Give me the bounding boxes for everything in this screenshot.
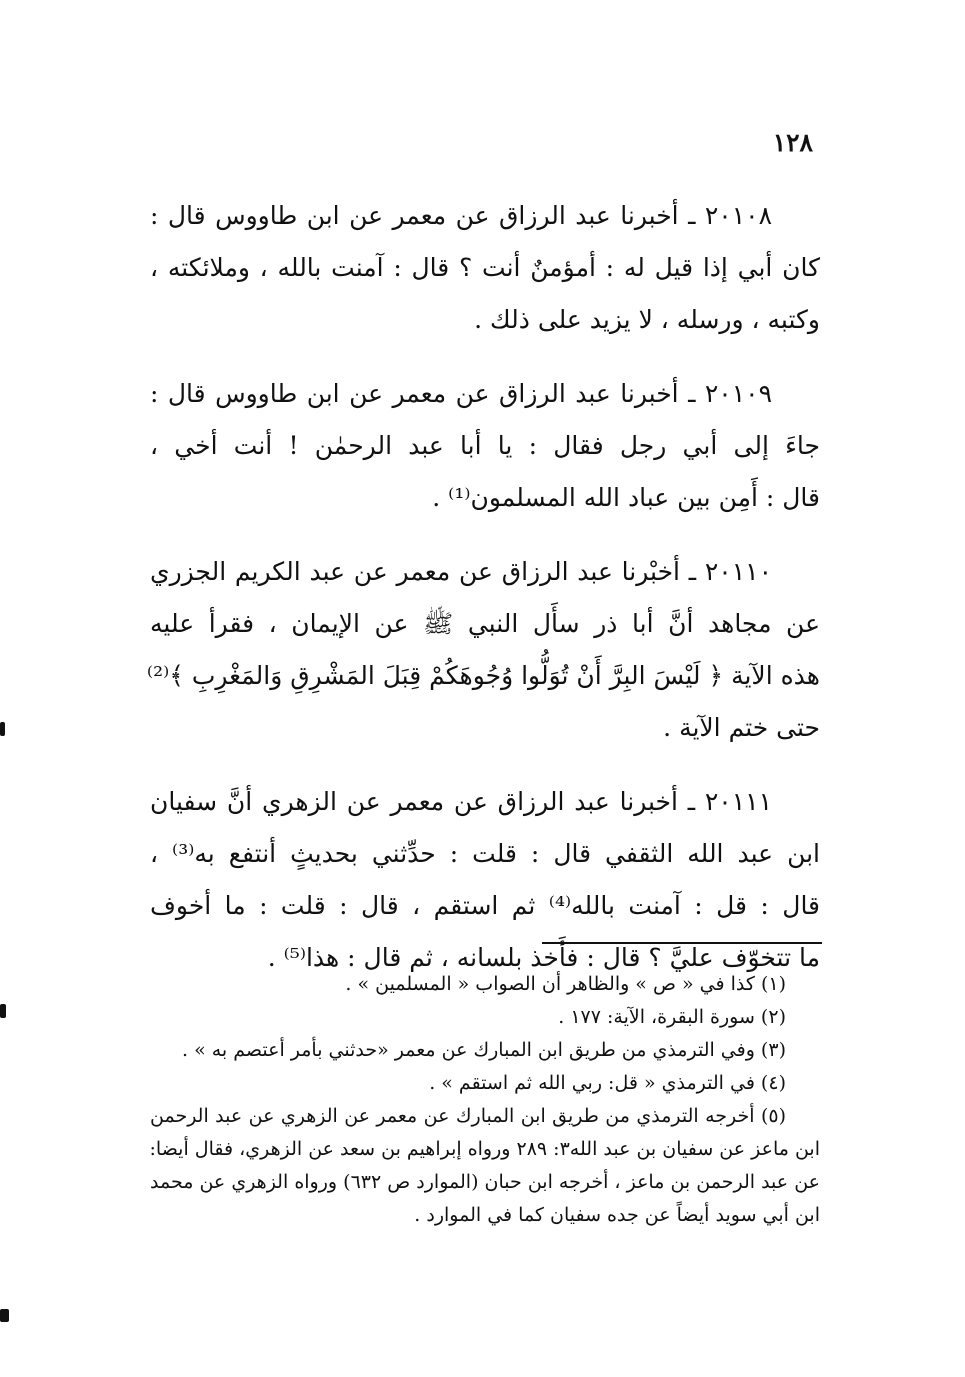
hadith-line: هذه الآية ﴿ لَيْسَ البِرَّ أَنْ تُوَلُّوا وُجُوهَكُمْ قِبَلَ المَشْرِقِ وَالمَغْرِبِ ﴾⁽²⁾ (146, 661, 820, 690)
hadith-20108 (150, 190, 820, 346)
hadith-line: قال : أَمِن بين عباد الله المسلمون⁽¹⁾ . (432, 483, 820, 512)
main-text (146, 190, 821, 1006)
footnote-1: (١) كذا في « ص » والظاهر أن الصواب « المسلمين » . (345, 973, 786, 995)
hadith-line: حتى ختم الآية . (663, 713, 820, 742)
footnote-2: (٢) سورة البقرة، الآية: ١٧٧ . (558, 1006, 786, 1028)
hadith-line: جاءَ إلى أبي رجل فقال : يا أبا عبد الرحمٰن ! أنت أخي ، (150, 431, 820, 460)
hadith-line: ابن عبد الله الثقفي قال : قلت : حدِّثني بحديثٍ أنتفع به⁽³⁾ ، (150, 839, 821, 868)
hadith-20111 (150, 776, 820, 984)
footnote-divider (542, 942, 822, 944)
footnotes (150, 968, 820, 1232)
footnote-4: (٤) في الترمذي « قل: ربي الله ثم استقم » . (429, 1072, 786, 1094)
footnote-5-continuation: ابن أبي سويد أيضاً عن جده سفيان كما في الموارد . (414, 1204, 820, 1226)
footnote-3: (٣) وفي الترمذي من طريق ابن المبارك عن معمر «حدثني بأمر أعتصم به » . (182, 1039, 786, 1061)
hadith-line: قال : قل : آمنت بالله⁽⁴⁾ ثم استقم ، قال : قلت : ما أخوف (150, 891, 821, 920)
footnote-5-continuation: عن عبد الرحمن بن ماعز ، أخرجه ابن حبان (الموارد ص ٦٣٢) ورواه الزهري عن محمد (150, 1171, 820, 1193)
hadith-line: ٢٠١٠٩ ـ أخبرنا عبد الرزاق عن معمر عن ابن طاووس قال : (150, 379, 772, 408)
hadith-20109 (150, 368, 820, 524)
hadith-line: كان أبي إذا قيل له : أمؤمنٌ أنت ؟ قال : آمنت بالله ، وملائكته ، (150, 253, 820, 282)
hadith-line: عن مجاهد أنَّ أبا ذر سأَل النبي ﷺ عن الإيمان ، فقرأ عليه (150, 609, 820, 638)
hadith-line: ٢٠١١٠ ـ أخبْرنا عبد الرزاق عن معمر عن عبد الكريم الجزري (150, 557, 772, 586)
hadith-line: ما تتخوّف عليَّ ؟ قال : فأَخذ بلسانه ، ثم قال : هذا⁽⁵⁾ . (267, 943, 820, 972)
page-number: ١٢٨ (772, 128, 813, 157)
hadith-line: ٢٠١٠٨ ـ أخبرنا عبد الرزاق عن معمر عن ابن طاووس قال : (150, 201, 772, 230)
hadith-line: وكتبه ، ورسله ، لا يزيد على ذلك . (474, 305, 820, 334)
hadith-20110 (146, 546, 820, 754)
scan-artifact-mark (0, 722, 5, 736)
footnote-5: (٥) أخرجه الترمذي من طريق ابن المبارك عن معمر عن الزهري عن عبد الرحمن (150, 1105, 786, 1127)
footnote-5-continuation: ابن ماعز عن سفيان بن عبد الله٣: ٢٨٩ ورواه إبراهيم بن سعد عن الزهري، فقال أيضا: (149, 1138, 820, 1160)
scan-artifact-mark (0, 1004, 6, 1018)
scan-artifact-mark (0, 1309, 9, 1322)
hadith-line: ٢٠١١١ ـ أخبرنا عبد الرزاق عن معمر عن الزهري أنَّ سفيان (150, 787, 772, 816)
